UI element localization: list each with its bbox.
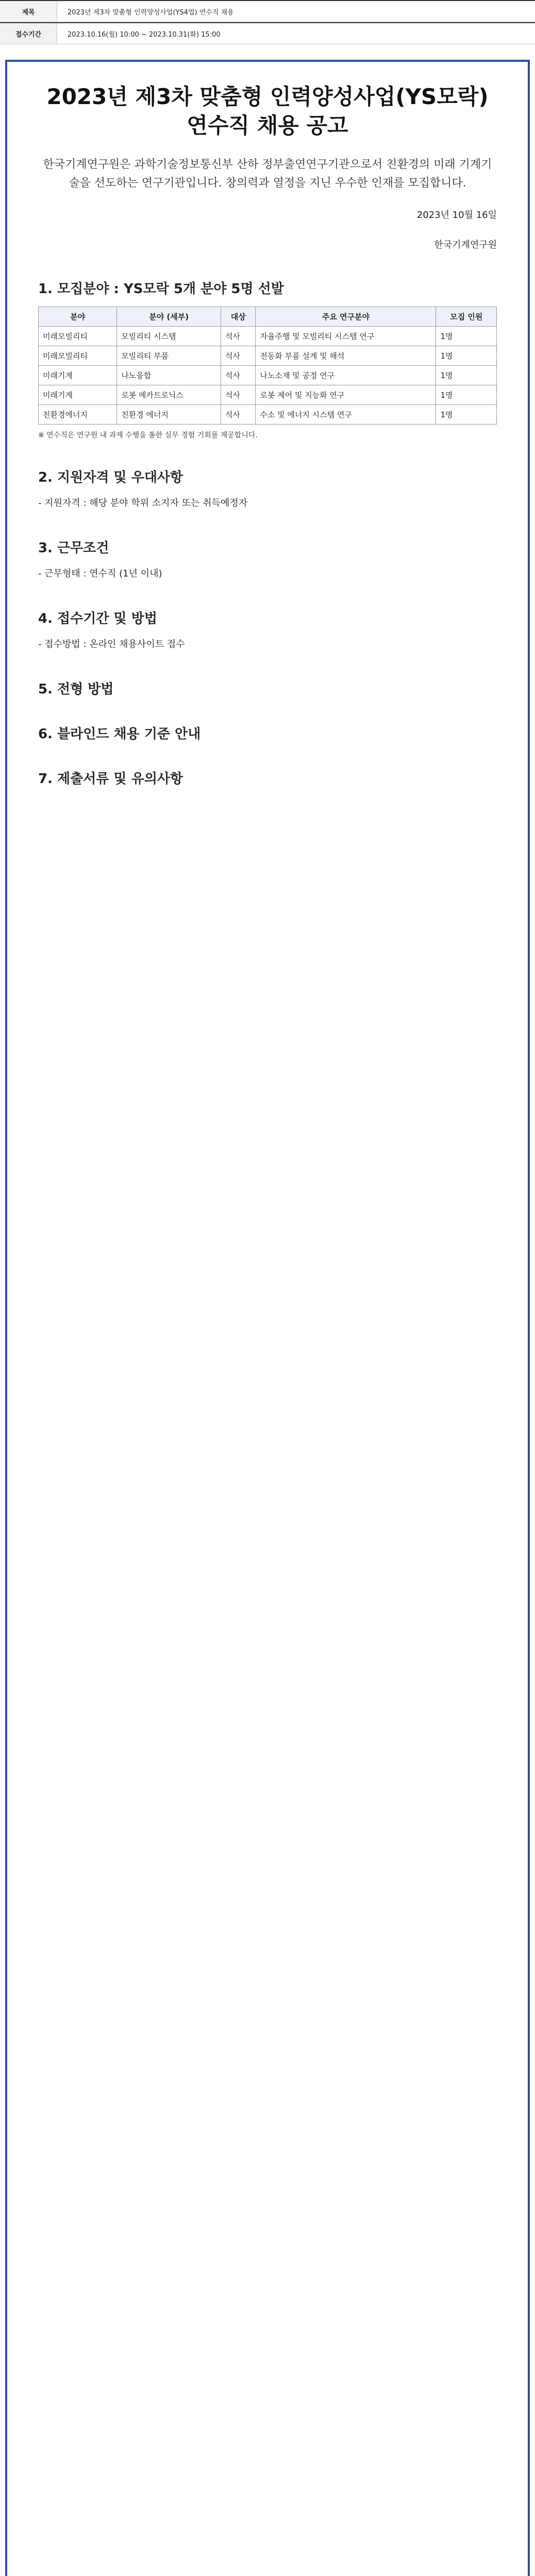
table-row bbox=[39, 405, 497, 425]
cell: 석사 bbox=[221, 346, 256, 366]
th-3: 주요 연구분야 bbox=[256, 307, 436, 327]
section-5-title: 5. 전형 방법 bbox=[38, 682, 114, 697]
cell: 자율주행 및 모빌리티 시스템 연구 bbox=[256, 327, 436, 346]
note-2: - 지원자격 : 해당 분야 학위 소지자 또는 취득예정자 bbox=[38, 498, 248, 509]
cell: 나노융합 bbox=[117, 366, 221, 385]
subject-value: 2023년 제3차 맞춤형 인력양성사업(YS4업) 연수직 채용 bbox=[68, 8, 234, 16]
subject-row bbox=[0, 0, 535, 22]
cell: 1명 bbox=[436, 346, 497, 366]
cell: 1명 bbox=[436, 405, 497, 425]
cell: 미래기계 bbox=[39, 385, 117, 405]
section-4-title: 4. 접수기간 및 방법 bbox=[38, 611, 157, 626]
th-4: 모집 인원 bbox=[436, 307, 497, 327]
cell: 친환경 에너지 bbox=[117, 405, 221, 425]
th-0: 분야 bbox=[39, 307, 117, 327]
period-row bbox=[0, 22, 535, 44]
cell: 로봇 제어 및 지능화 연구 bbox=[256, 385, 436, 405]
notice-org: 한국기계연구원 bbox=[434, 240, 497, 250]
cell: 미래모빌리티 bbox=[39, 346, 117, 366]
th-1: 분야 (세부) bbox=[117, 307, 221, 327]
cell: 석사 bbox=[221, 405, 256, 425]
section-7-title: 7. 제출서류 및 유의사항 bbox=[38, 771, 183, 787]
notice-frame bbox=[5, 60, 530, 2576]
cell: 로봇 메카트로닉스 bbox=[117, 385, 221, 405]
period-label: 접수기간 bbox=[0, 23, 57, 44]
cell: 친환경에너지 bbox=[39, 405, 117, 425]
note-4: - 접수방법 : 온라인 채용사이트 접수 bbox=[38, 639, 185, 650]
cell: 석사 bbox=[221, 327, 256, 346]
cell: 미래모빌리티 bbox=[39, 327, 117, 346]
table-row bbox=[39, 327, 497, 346]
cell: 1명 bbox=[436, 385, 497, 405]
cell: 1명 bbox=[436, 327, 497, 346]
cell: 나노소재 및 공정 연구 bbox=[256, 366, 436, 385]
section-1-title: 1. 모집분야 : YS모락 5개 분야 5명 선발 bbox=[38, 281, 284, 297]
cell: 1명 bbox=[436, 366, 497, 385]
table-row bbox=[39, 346, 497, 366]
table-row bbox=[39, 366, 497, 385]
notice-title-2: 연수직 채용 공고 bbox=[187, 113, 348, 138]
section-2-title: 2. 지원자격 및 우대사항 bbox=[38, 470, 183, 485]
cell: 석사 bbox=[221, 385, 256, 405]
cell: 미래기계 bbox=[39, 366, 117, 385]
period-value: 2023.10.16(월) 10:00 ~ 2023.10.31(화) 15:00 bbox=[68, 30, 221, 39]
cell: 모빌리티 시스템 bbox=[117, 327, 221, 346]
cell: 수소 및 에너지 시스템 연구 bbox=[256, 405, 436, 425]
table-row bbox=[39, 385, 497, 405]
cell: 석사 bbox=[221, 366, 256, 385]
cell: 전동화 부품 설계 및 해석 bbox=[256, 346, 436, 366]
th-2: 대상 bbox=[221, 307, 256, 327]
notice-date: 2023년 10월 16일 bbox=[416, 210, 497, 221]
note-1: ※ 연수직은 연구원 내 과제 수행을 통한 실무 경험 기회를 제공합니다. bbox=[38, 431, 258, 439]
section-3-title: 3. 근무조건 bbox=[38, 540, 109, 556]
cell: 모빌리티 부품 bbox=[117, 346, 221, 366]
notice-title-1: 2023년 제3차 맞춤형 인력양성사업(YS모락) bbox=[46, 84, 489, 109]
subject-label: 제목 bbox=[0, 1, 57, 22]
note-3: - 근무형태 : 연수직 (1년 이내) bbox=[38, 568, 162, 579]
intro-text: 한국기계연구원은 과학기술정보통신부 산하 정부출연연구기관으로서 친환경의 미래 기계기술을 선도하는 연구기관입니다. 창의력과 열정을 지닌 우수한 인재를 모집합니다. bbox=[43, 158, 492, 190]
section-6-title: 6. 블라인드 채용 기준 안내 bbox=[38, 726, 201, 742]
recruit-table bbox=[38, 307, 497, 425]
